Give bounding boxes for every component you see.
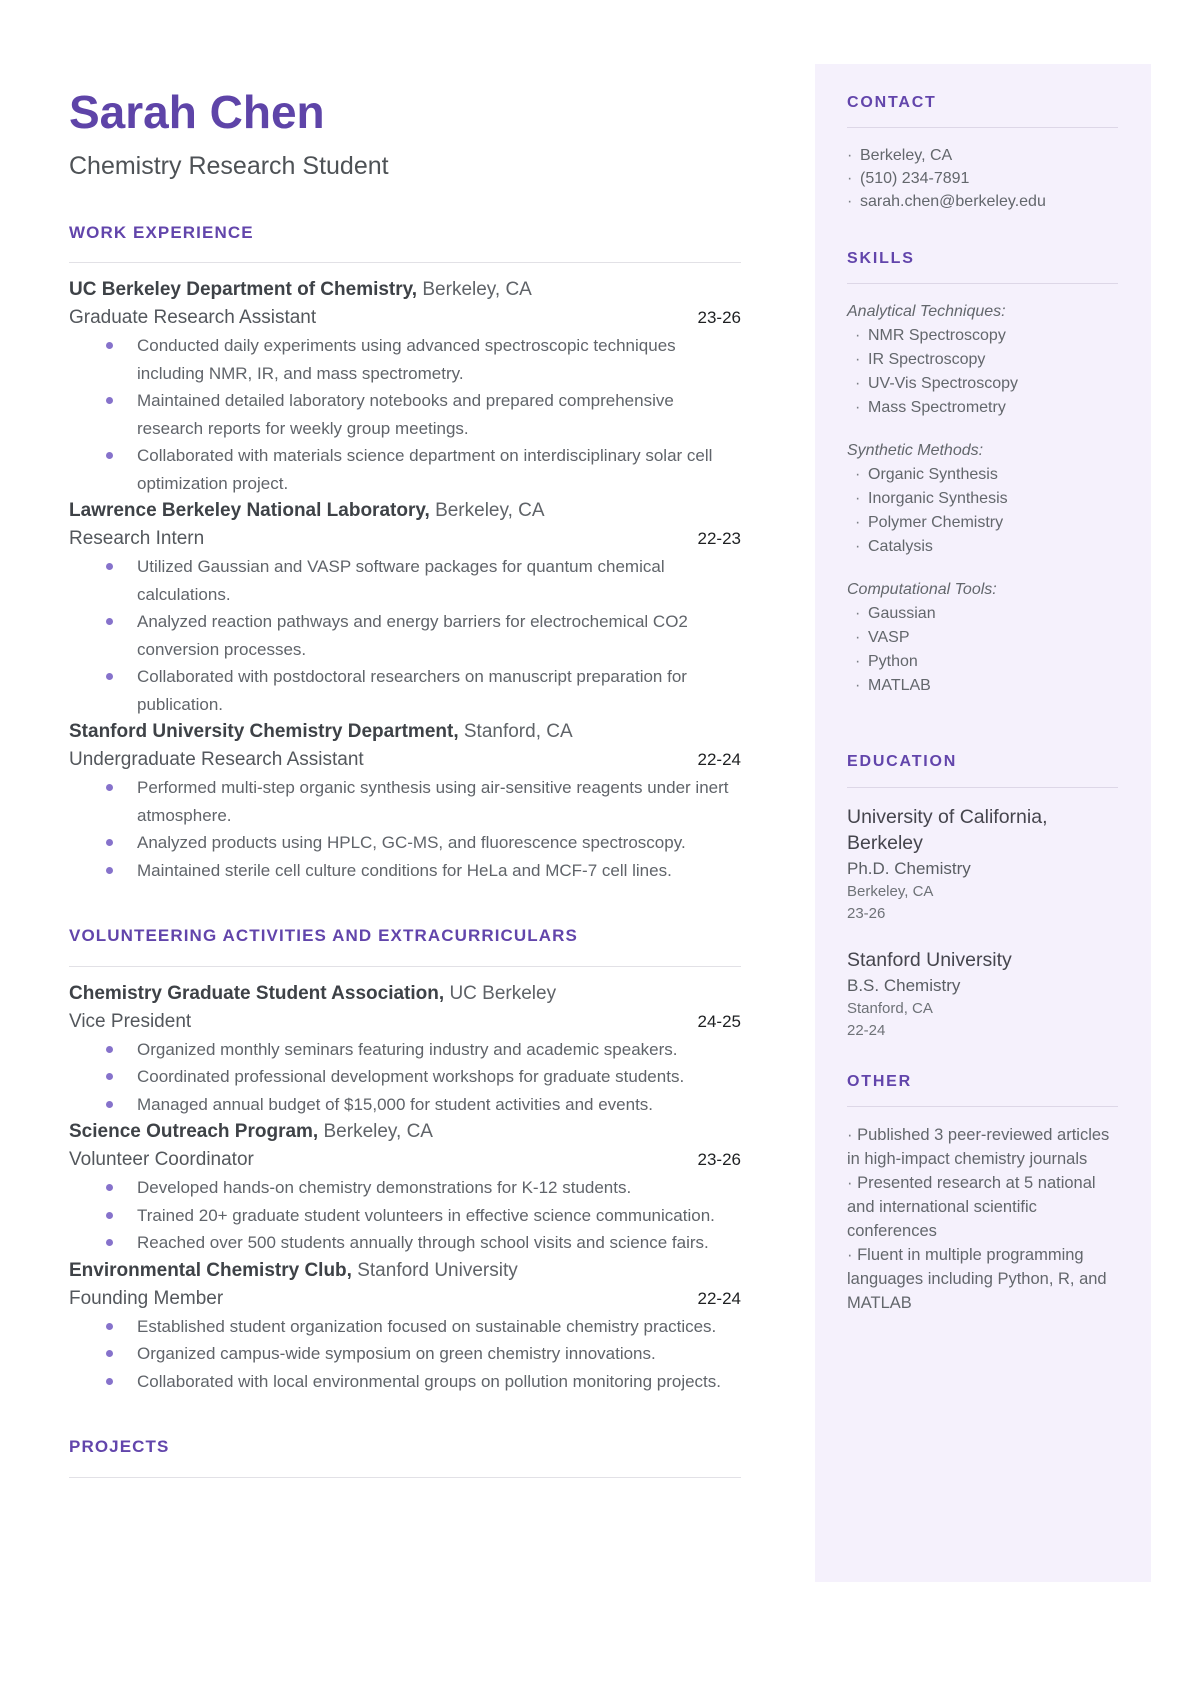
bullet-item: Organized monthly seminars featuring industry and academic speakers. — [69, 1036, 741, 1064]
sidebar-divider — [847, 283, 1118, 284]
entry-org-line — [69, 980, 741, 1008]
contact-email: · sarah.chen@berkeley.edu — [847, 190, 1118, 213]
entry-org-line — [69, 497, 741, 525]
entry-role-line — [69, 1146, 741, 1174]
role-title: Vice President — [69, 1010, 192, 1032]
section-work-experience — [69, 223, 741, 884]
org-name: Stanford University Chemistry Department, — [69, 721, 459, 743]
org-location: Stanford, CA — [463, 721, 573, 743]
org-name: Lawrence Berkeley National Laboratory, — [69, 500, 430, 522]
skill-item: · Polymer Chemistry — [847, 511, 1118, 535]
sidebar-heading: OTHER — [847, 1072, 912, 1090]
role-title: Research Intern — [69, 528, 205, 550]
education-degree: Ph.D. Chemistry — [847, 858, 971, 878]
section-heading: VOLUNTEERING ACTIVITIES AND EXTRACURRICULARS — [69, 926, 578, 946]
bullet-item: Analyzed products using HPLC, GC-MS, and fluorescence spectroscopy. — [69, 829, 741, 857]
entry-org-line — [69, 1257, 741, 1285]
entry-role-line — [69, 525, 741, 553]
org-name: Environmental Chemistry Club, — [69, 1259, 352, 1281]
entry-role-line — [69, 304, 741, 332]
education-degree: B.S. Chemistry — [847, 975, 961, 995]
skills-group — [847, 300, 1118, 420]
bullet-item: Conducted daily experiments using advanced spectroscopic techniques including NMR, IR, and mass spectrometry. — [69, 332, 741, 387]
volunteering-entry — [69, 1257, 741, 1396]
org-location: Berkeley, CA — [435, 500, 545, 522]
bullet-item: Performed multi-step organic synthesis using air-sensitive reagents under inert atmosphere. — [69, 774, 741, 829]
org-name: UC Berkeley Department of Chemistry, — [69, 279, 418, 301]
section-heading: WORK EXPERIENCE — [69, 222, 254, 242]
skills-group-label: Synthetic Methods: — [847, 442, 984, 460]
skills-group-label: Analytical Techniques: — [847, 303, 1006, 321]
bullet-item: Established student organization focused on sustainable chemistry practices. — [69, 1313, 741, 1341]
bullet-item: Analyzed reaction pathways and energy barriers for electrochemical CO2 conversion processes. — [69, 608, 741, 663]
contact-location: · Berkeley, CA — [847, 144, 1118, 167]
entry-org-line — [69, 1118, 741, 1146]
skill-item: · Catalysis — [847, 535, 1118, 559]
education-dates: 22-24 — [847, 1021, 886, 1039]
volunteering-entry — [69, 1118, 741, 1257]
bullet-item: Reached over 500 students annually through school visits and science fairs. — [69, 1229, 741, 1257]
org-name: Science Outreach Program, — [69, 1121, 319, 1143]
person-job-title: Chemistry Research Student — [69, 151, 389, 180]
skill-item: · Python — [847, 650, 1118, 674]
bullet-list — [69, 1174, 741, 1257]
bullet-list — [69, 1036, 741, 1119]
section-divider — [69, 1477, 741, 1478]
skill-item: · Gaussian — [847, 602, 1118, 626]
skill-item: · UV-Vis Spectroscopy — [847, 372, 1118, 396]
role-title: Founding Member — [69, 1287, 224, 1309]
role-title: Volunteer Coordinator — [69, 1149, 254, 1171]
date-range: 22-24 — [697, 750, 741, 770]
education-location: Berkeley, CA — [847, 882, 934, 900]
bullet-item: Utilized Gaussian and VASP software packages for quantum chemical calculations. — [69, 553, 741, 608]
date-range: 22-23 — [697, 529, 741, 549]
bullet-item: Developed hands-on chemistry demonstrations for K-12 students. — [69, 1174, 741, 1202]
education-school: University of California, Berkeley — [847, 805, 1048, 854]
experience-entry — [69, 718, 741, 884]
bullet-item: Coordinated professional development workshops for graduate students. — [69, 1063, 741, 1091]
entry-role-line — [69, 746, 741, 774]
bullet-list — [69, 774, 741, 884]
sidebar-section-skills — [847, 249, 1118, 698]
education-dates: 23-26 — [847, 904, 886, 922]
section-volunteering — [69, 926, 741, 1395]
bullet-item: Managed annual budget of $15,000 for student activities and events. — [69, 1091, 741, 1119]
bullet-item: Collaborated with local environmental groups on pollution monitoring projects. — [69, 1368, 741, 1396]
main-column — [69, 0, 741, 1491]
date-range: 22-24 — [697, 1288, 741, 1308]
section-divider — [69, 966, 741, 967]
education-location: Stanford, CA — [847, 999, 933, 1017]
person-name: Sarah Chen — [69, 86, 325, 138]
section-projects — [69, 1437, 741, 1477]
section-divider — [69, 262, 741, 263]
org-location: Berkeley, CA — [422, 279, 532, 301]
org-location: UC Berkeley — [449, 982, 557, 1004]
date-range: 24-25 — [697, 1011, 741, 1031]
experience-entry — [69, 497, 741, 718]
entry-role-line — [69, 1008, 741, 1036]
bullet-item: Trained 20+ graduate student volunteers in effective science communication. — [69, 1202, 741, 1230]
other-item: · Fluent in multiple programming languages including Python, R, and MATLAB — [847, 1243, 1118, 1315]
sidebar — [815, 64, 1151, 1582]
bullet-item: Collaborated with materials science department on interdisciplinary solar cell optimization project. — [69, 442, 741, 497]
date-range: 23-26 — [697, 308, 741, 328]
entry-org-line — [69, 276, 741, 304]
contact-phone: · (510) 234-7891 — [847, 167, 1118, 190]
sidebar-section-education — [847, 752, 1118, 1041]
other-item: · Presented research at 5 national and international scientific conferences — [847, 1171, 1118, 1243]
sidebar-section-other — [847, 1072, 1118, 1315]
bullet-item: Maintained detailed laboratory notebooks and prepared comprehensive research reports for weekly group meetings. — [69, 387, 741, 442]
skill-item: · MATLAB — [847, 674, 1118, 698]
org-location: Berkeley, CA — [323, 1121, 433, 1143]
skill-item: · Inorganic Synthesis — [847, 487, 1118, 511]
sidebar-heading: EDUCATION — [847, 753, 958, 771]
org-location: Stanford University — [357, 1259, 518, 1281]
skill-item: · Organic Synthesis — [847, 463, 1118, 487]
skills-group — [847, 439, 1118, 559]
sidebar-section-contact — [847, 93, 1118, 213]
skill-item: · Mass Spectrometry — [847, 396, 1118, 420]
date-range: 23-26 — [697, 1150, 741, 1170]
sidebar-divider — [847, 787, 1118, 788]
sidebar-divider — [847, 127, 1118, 128]
role-title: Undergraduate Research Assistant — [69, 749, 364, 771]
skill-item: · IR Spectroscopy — [847, 348, 1118, 372]
education-entry — [847, 804, 1118, 925]
bullet-item: Organized campus-wide symposium on green chemistry innovations. — [69, 1340, 741, 1368]
section-heading: PROJECTS — [69, 1437, 170, 1457]
education-entry — [847, 947, 1118, 1042]
education-school: Stanford University — [847, 948, 1012, 971]
bullet-item: Collaborated with postdoctoral researchers on manuscript preparation for publication. — [69, 663, 741, 718]
sidebar-heading: CONTACT — [847, 94, 937, 111]
bullet-list — [69, 553, 741, 718]
other-item: · Published 3 peer-reviewed articles in high-impact chemistry journals — [847, 1123, 1118, 1171]
bullet-list — [69, 332, 741, 497]
volunteering-entry — [69, 980, 741, 1119]
sidebar-heading: SKILLS — [847, 250, 915, 268]
entry-org-line — [69, 718, 741, 746]
experience-entry — [69, 276, 741, 497]
skill-item: · NMR Spectroscopy — [847, 324, 1118, 348]
bullet-item: Maintained sterile cell culture conditions for HeLa and MCF-7 cell lines. — [69, 857, 741, 885]
role-title: Graduate Research Assistant — [69, 307, 317, 329]
bullet-list — [69, 1313, 741, 1396]
skill-item: · VASP — [847, 626, 1118, 650]
sidebar-divider — [847, 1106, 1118, 1107]
org-name: Chemistry Graduate Student Association, — [69, 982, 445, 1004]
skills-group-label: Computational Tools: — [847, 581, 997, 599]
entry-role-line — [69, 1285, 741, 1313]
skills-group — [847, 578, 1118, 698]
